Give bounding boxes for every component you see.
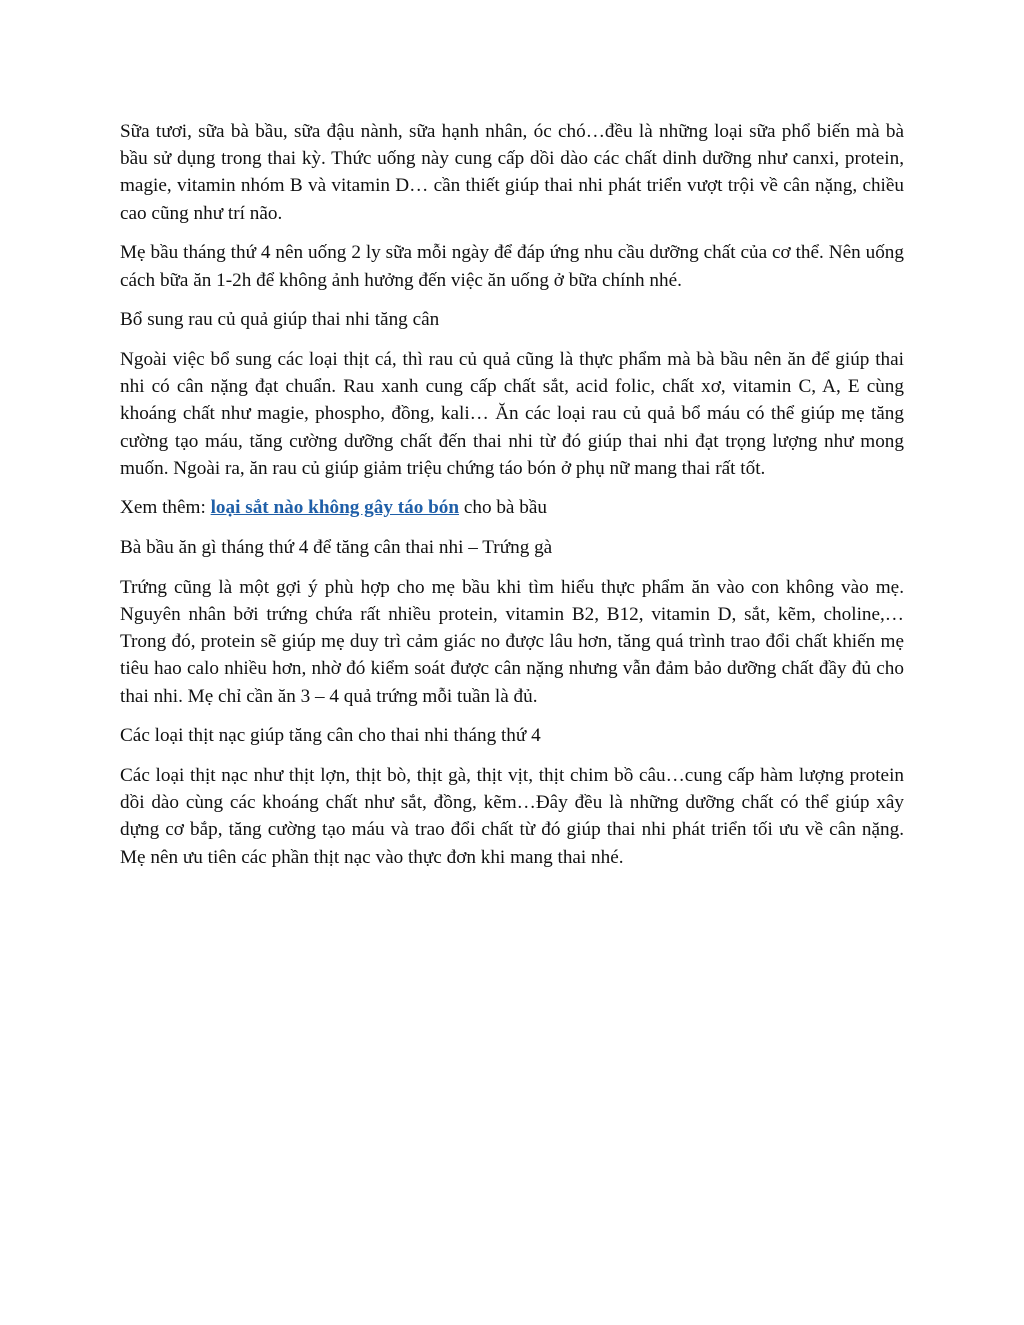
paragraph-vegetables: Ngoài việc bổ sung các loại thịt cá, thì rau củ quả cũng là thực phẩm mà bà bầu nên ăn để giúp thai nhi có cân nặng đạt chuẩn. Rau xanh cung cấp chất sắt, acid folic, chất xơ, vitamin C, A, E cùng khoáng chất như magie, phospho, đồng, kali… Ăn các loại rau củ quả bổ máu có thể giúp mẹ tăng cường tạo máu, tăng cường dưỡng chất đến thai nhi từ đó giúp thai nhi đạt trọng lượng như mong muốn. Ngoài ra, ăn rau củ giúp giảm triệu chứng táo bón ở phụ nữ mang thai rất tốt. bbox=[120, 348, 904, 479]
see-also-link[interactable]: loại sắt nào không gây táo bón bbox=[210, 497, 460, 519]
see-also-prefix: Xem thêm: bbox=[120, 497, 211, 519]
see-also-line bbox=[120, 494, 904, 521]
heading-lean-meat: Các loại thịt nạc giúp tăng cân cho thai nhi tháng thứ 4 bbox=[120, 725, 541, 747]
paragraph-lean-meat: Các loại thịt nạc như thịt lợn, thịt bò, thịt gà, thịt vịt, thịt chim bồ câu…cung cấp hàm lượng protein dồi dào cùng các khoáng chất như sắt, đồng, kẽm…Đây đều là những dưỡng chất có thể giúp xây dựng cơ bắp, tăng cường tạo máu và trao đổi chất từ đó giúp thai nhi phát triển tối ưu về cân nặng. Mẹ nên ưu tiên các phần thịt nạc vào thực đơn khi mang thai nhé. bbox=[120, 765, 904, 868]
see-also-suffix: cho bà bầu bbox=[459, 497, 547, 519]
document-body bbox=[120, 118, 904, 883]
paragraph-eggs: Trứng cũng là một gợi ý phù hợp cho mẹ bầu khi tìm hiểu thực phẩm ăn vào con không vào mẹ. Nguyên nhân bởi trứng chứa rất nhiều protein, vitamin B2, B12, vitamin D, sắt, kẽm, choline,… Trong đó, protein sẽ giúp mẹ duy trì cảm giác no được lâu hơn, tăng quá trình trao đổi chất khiến mẹ tiêu hao calo nhiều hơn, nhờ đó kiểm soát được cân nặng nhưng vẫn đảm bảo dưỡng chất đầy đủ cho thai nhi. Mẹ chỉ cần ăn 3 – 4 quả trứng mỗi tuần là đủ. bbox=[120, 576, 904, 707]
heading-vegetables: Bổ sung rau củ quả giúp thai nhi tăng cân bbox=[120, 309, 440, 331]
paragraph-milk: Sữa tươi, sữa bà bầu, sữa đậu nành, sữa hạnh nhân, óc chó…đều là những loại sữa phổ biến mà bà bầu sử dụng trong thai kỳ. Thức uống này cung cấp dồi dào các chất dinh dưỡng như canxi, protein, magie, vitamin nhóm B và vitamin D… cần thiết giúp thai nhi phát triển vượt trội về cân nặng, chiều cao cũng như trí não. bbox=[120, 121, 904, 224]
paragraph-milk-dosage: Mẹ bầu tháng thứ 4 nên uống 2 ly sữa mỗi ngày để đáp ứng nhu cầu dưỡng chất của cơ thể. Nên uống cách bữa ăn 1-2h để không ảnh hưởng đến việc ăn uống ở bữa chính nhé. bbox=[120, 242, 904, 291]
heading-eggs: Bà bầu ăn gì tháng thứ 4 để tăng cân thai nhi – Trứng gà bbox=[120, 537, 553, 559]
